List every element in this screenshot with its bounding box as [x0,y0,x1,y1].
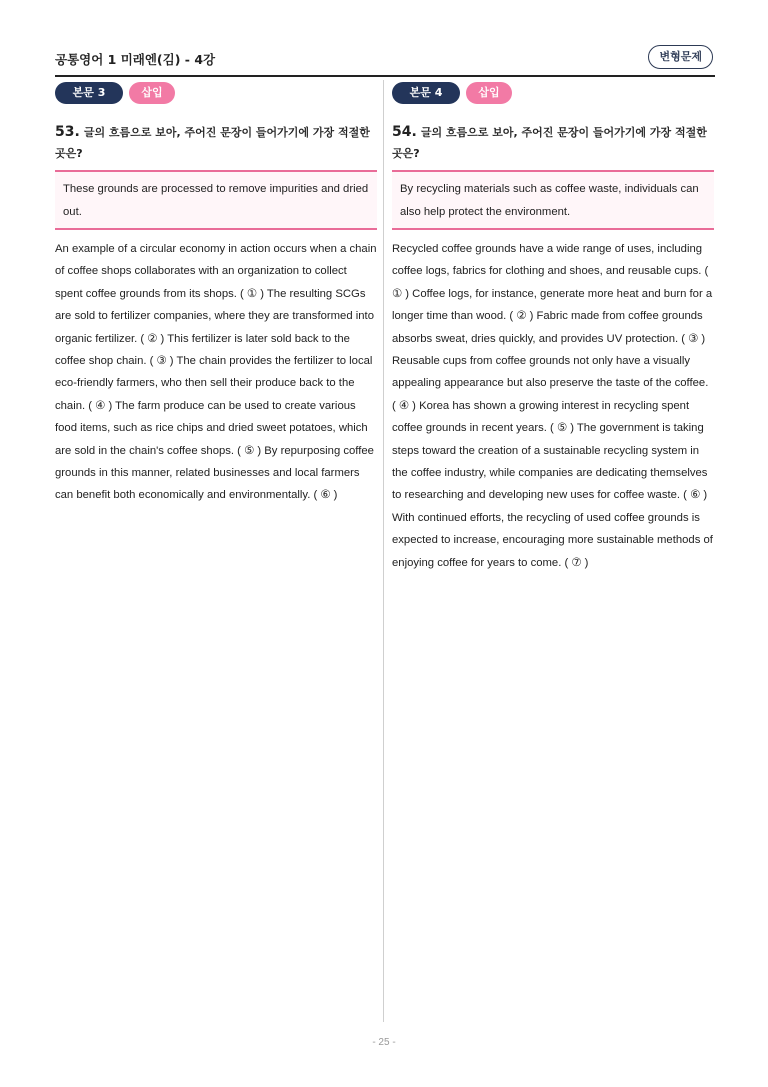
question-number: 53. [55,124,80,140]
question-text: 글의 흐름으로 보아, 주어진 문장이 들어가기에 가장 적절한 곳은? [392,126,707,160]
question-type-tag: 삽입 [129,82,175,104]
column-divider [383,80,384,1022]
page-header [55,44,715,77]
question-53-prompt [55,122,377,164]
passage-tag: 본문 4 [392,82,460,104]
worksheet-type-badge: 변형문제 [648,45,713,69]
passage-text: An example of a circular economy in action occurs when a chain of coffee shops collaborates with an organization to collect spent coffee grounds from its shops. ( ① ) The resulting SCGs are sold to fertilizer companies, where they are transformed into organic fertilizer. ( ② ) This fertilizer is later sold back to the coffee shop chain. ( ③ ) The chain provides the fertilizer to local eco-friendly farmers, who then sell their produce back to the chain. ( ④ ) The farm produce can be used to create various food items, such as rice chips and dried sweet potatoes, which are sold in the chain's coffee shops. ( ⑤ ) By repurposing coffee grounds in this manner, related businesses and local farmers can benefit both economically and environmentally. ( ⑥ ) [55,243,377,502]
page-number: - 25 - [372,1037,396,1048]
question-number: 54. [392,124,417,140]
given-sentence-box: By recycling materials such as coffee waste, individuals can also help protect the environment. [392,170,714,230]
question-54-column [392,82,714,574]
question-53-column [55,82,377,507]
question-54-prompt [392,122,714,164]
passage-tag: 본문 3 [55,82,123,104]
question-type-tag: 삽입 [466,82,512,104]
page-title: 공통영어 1 미래엔(김) - 4강 [55,52,216,67]
question-text: 글의 흐름으로 보아, 주어진 문장이 들어가기에 가장 적절한 곳은? [55,126,370,160]
given-sentence-box: These grounds are processed to remove impurities and dried out. [55,170,377,230]
question-54-tags [392,82,714,104]
question-53-tags [55,82,377,104]
passage-text: Recycled coffee grounds have a wide range of uses, including coffee logs, fabrics for clothing and shoes, and reusable cups. ( ① ) Coffee logs, for instance, generate more heat and burn for a longer time than wood. ( ② ) Fabric made from coffee grounds absorbs sweat, dries quickly, and provides UV protection. ( ③ ) Reusable cups from coffee grounds not only have a visually appealing appearance but also preserve the taste of the coffee. ( ④ ) Korea has shown a growing interest in recycling spent coffee grounds in recent years. ( ⑤ ) The government is taking steps toward the creation of a sustainable recycling system in the coffee industry, while companies are dedicating themselves to researching and developing new uses for coffee waste. ( ⑥ ) With continued efforts, the recycling of used coffee grounds is expected to increase, encouraging more sustainable methods of enjoying coffee for years to come. ( ⑦ ) [392,243,713,569]
